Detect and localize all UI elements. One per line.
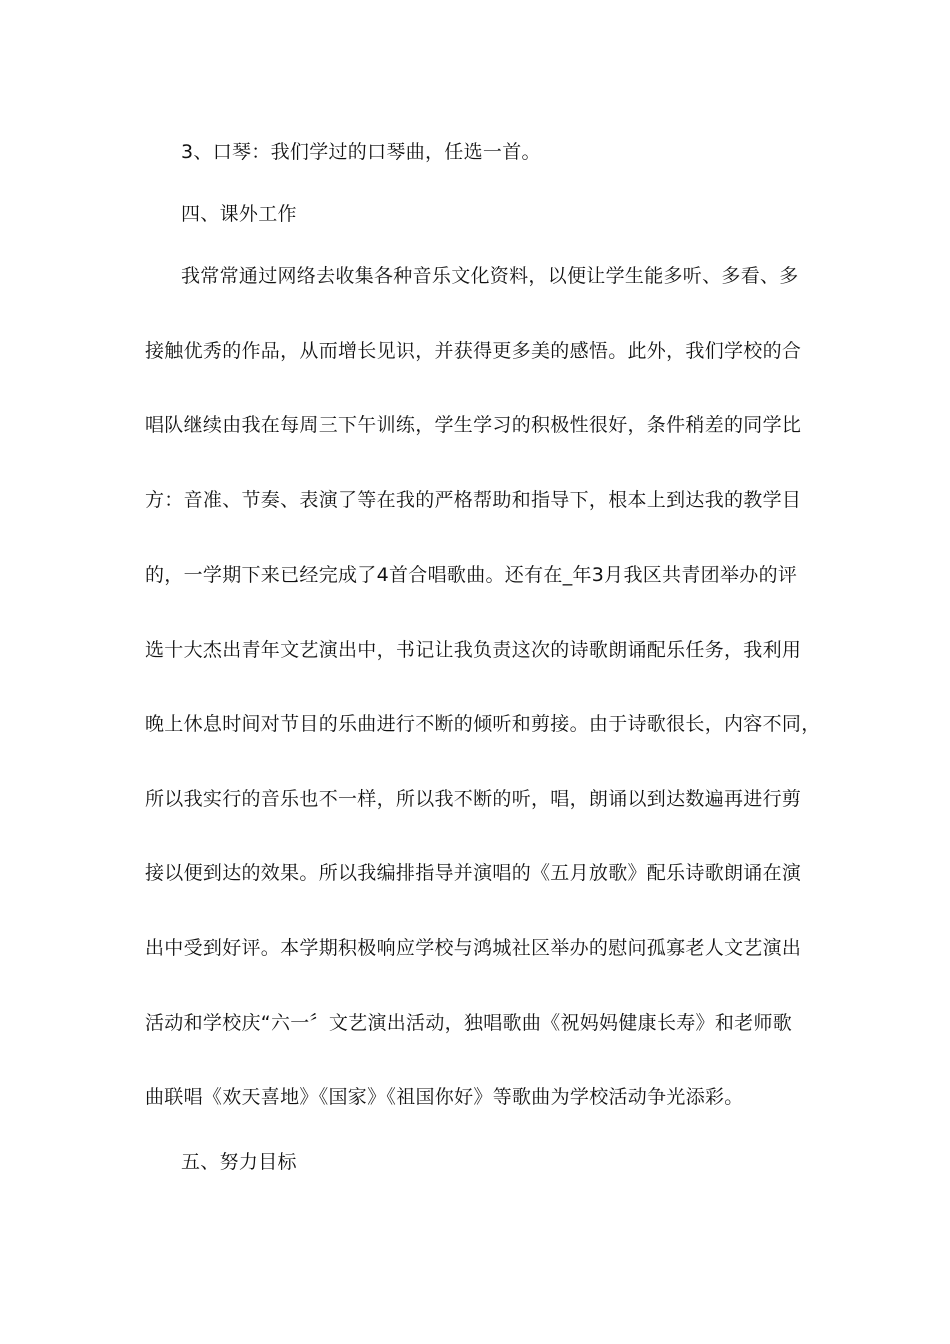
paragraph-line: 所以我实行的音乐也不一样，所以我不断的听，唱，朗诵以到达数遍再进行剪 bbox=[145, 788, 802, 810]
paragraph-line: 出中受到好评。本学期积极响应学校与鸿城社区举办的慰问孤寡老人文艺演出 bbox=[145, 937, 802, 959]
paragraph-line: 晚上休息时间对节目的乐曲进行不断的倾听和剪接。由于诗歌很长，内容不同， bbox=[145, 713, 821, 735]
paragraph-line: 接触优秀的作品，从而增长见识，并获得更多美的感悟。此外，我们学校的合 bbox=[145, 340, 802, 362]
paragraph-line: 我常常通过网络去收集各种音乐文化资料，以便让学生能多听、多看、多 bbox=[181, 265, 799, 287]
paragraph-line: 曲联唱《欢天喜地》《国家》《祖国你好》等歌曲为学校活动争光添彩。 bbox=[145, 1086, 744, 1108]
paragraph-line: 活动和学校庆“六一〞文艺演出活动，独唱歌曲《祝妈妈健康长寿》和老师歌 bbox=[145, 1012, 793, 1034]
section-heading-extracurricular: 四、课外工作 bbox=[181, 203, 297, 225]
paragraph-line: 方：音准、节奏、表演了等在我的严格帮助和指导下，根本上到达我的教学目 bbox=[145, 489, 802, 511]
paragraph-line: 接以便到达的效果。所以我编排指导并演唱的《五月放歌》配乐诗歌朗诵在演 bbox=[145, 862, 802, 884]
paragraph-line: 选十大杰出青年文艺演出中，书记让我负责这次的诗歌朗诵配乐任务，我利用 bbox=[145, 639, 802, 661]
paragraph-line: 唱队继续由我在每周三下午训练，学生学习的积极性很好，条件稍差的同学比 bbox=[145, 414, 802, 436]
list-item-harmonica: 3、口琴：我们学过的口琴曲，任选一首。 bbox=[181, 141, 541, 163]
section-heading-goals: 五、努力目标 bbox=[181, 1151, 297, 1173]
paragraph-line: 的，一学期下来已经完成了4首合唱歌曲。还有在_年3月我区共青团举办的评 bbox=[145, 564, 798, 586]
